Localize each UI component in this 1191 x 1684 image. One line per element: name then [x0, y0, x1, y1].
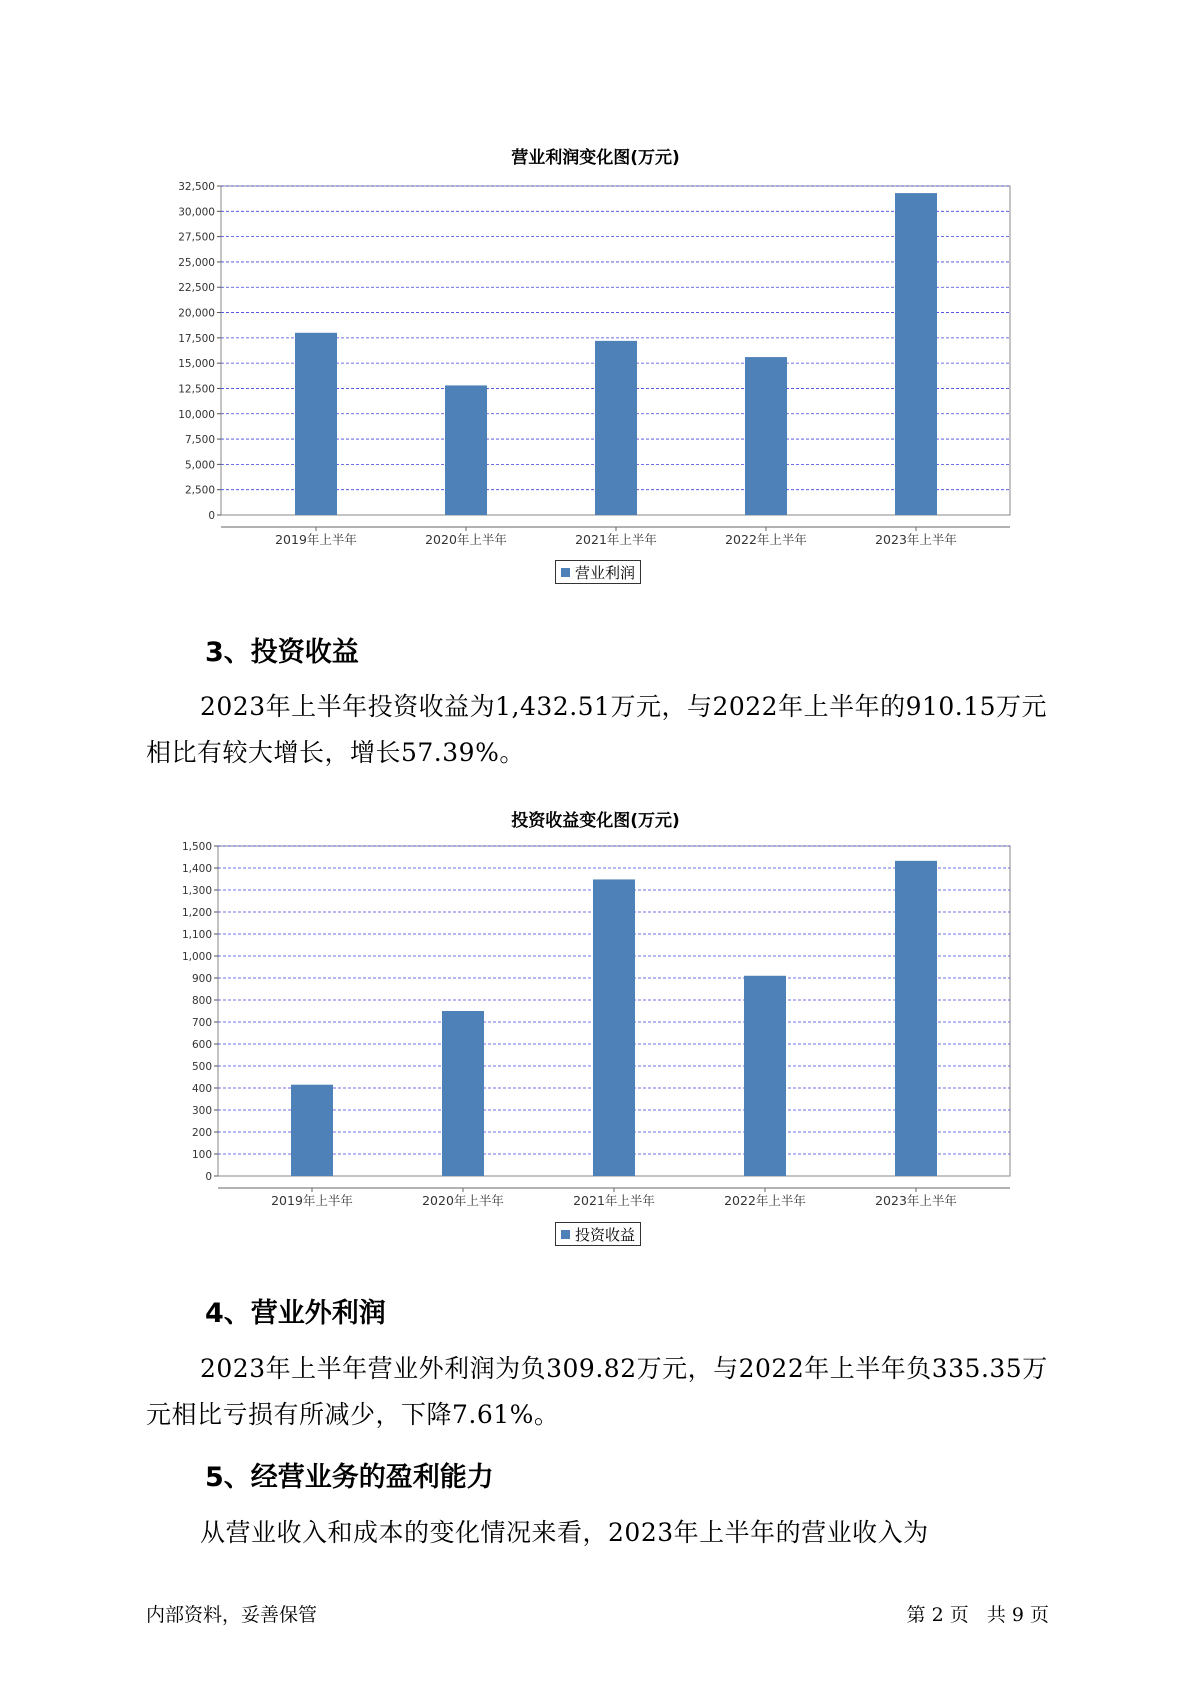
x-tick-label: 2019年上半年 [275, 532, 357, 547]
legend-label: 营业利润 [575, 563, 636, 582]
y-tick-label: 30,000 [178, 206, 215, 219]
y-tick-label: 900 [191, 973, 212, 985]
paragraph-profitability: 从营业收入和成本的变化情况来看，2023年上半年的营业收入为 [200, 1518, 929, 1547]
y-tick-label: 100 [191, 1149, 212, 1161]
x-tick-label: 2023年上半年 [875, 1193, 957, 1208]
x-tick-label: 2021年上半年 [573, 1193, 655, 1208]
y-tick-label: 800 [191, 995, 212, 1007]
y-tick-label: 1,500 [181, 841, 212, 853]
y-tick-label: 12,500 [178, 383, 215, 396]
y-tick-label: 15,000 [178, 358, 215, 371]
y-tick-label: 2,500 [184, 484, 215, 497]
legend-swatch [561, 1230, 570, 1239]
section-heading-non-operating-profit: 4、营业外利润 [205, 1298, 386, 1329]
chart-title-investment-income: 投资收益变化图(万元) [511, 811, 680, 831]
x-tick-label: 2023年上半年 [875, 532, 957, 547]
y-tick-label: 32,500 [178, 181, 215, 193]
y-tick-label: 300 [191, 1105, 212, 1117]
y-tick-label: 5,000 [184, 459, 215, 472]
y-tick-label: 25,000 [178, 256, 215, 269]
footer-page-number: 第 2 页 共 9 页 [906, 1604, 1049, 1626]
bar [895, 861, 937, 1176]
footer-confidential-note: 内部资料，妥善保管 [146, 1604, 318, 1626]
x-tick-label: 2022年上半年 [725, 532, 807, 547]
x-tick-label: 2021年上半年 [575, 532, 657, 547]
x-tick-label: 2019年上半年 [271, 1193, 353, 1208]
y-tick-label: 22,500 [178, 282, 215, 295]
bar [744, 976, 786, 1176]
x-tick-label: 2020年上半年 [425, 532, 507, 547]
y-tick-label: 7,500 [184, 434, 215, 447]
y-tick-label: 700 [191, 1017, 212, 1029]
paragraph-non-operating-profit: 2023年上半年营业外利润为负309.82万元，与2022年上半年负335.35万元相比亏损有所减少，下降7.61%。 [146, 1354, 1048, 1429]
y-tick-label: 27,500 [178, 231, 215, 244]
y-tick-label: 1,400 [181, 863, 212, 875]
y-tick-label: 500 [191, 1061, 212, 1073]
legend-label: 投资收益 [575, 1225, 636, 1244]
y-tick-label: 1,100 [181, 929, 212, 941]
legend-investment-income [555, 1222, 641, 1246]
bar [291, 1085, 333, 1176]
y-tick-label: 600 [191, 1039, 212, 1051]
section-heading-profitability: 5、经营业务的盈利能力 [205, 1462, 494, 1493]
x-tick-label: 2022年上半年 [724, 1193, 806, 1208]
bar [593, 879, 635, 1176]
y-tick-label: 0 [208, 510, 215, 522]
y-tick-label: 1,300 [181, 885, 212, 897]
x-tick-label: 2020年上半年 [422, 1193, 504, 1208]
bar [442, 1011, 484, 1176]
paragraph-investment-income: 2023年上半年投资收益为1,432.51万元，与2022年上半年的910.15万元相比有较大增长，增长57.39%。 [146, 692, 1048, 767]
chart-title-operating-profit: 营业利润变化图(万元) [511, 148, 680, 168]
y-tick-label: 17,500 [178, 332, 215, 345]
y-tick-label: 200 [191, 1127, 212, 1139]
section-heading-investment-income: 3、投资收益 [205, 637, 359, 668]
y-tick-label: 1,000 [181, 951, 212, 963]
y-tick-label: 20,000 [178, 307, 215, 320]
y-tick-label: 400 [191, 1083, 212, 1095]
y-tick-label: 1,200 [181, 907, 212, 919]
y-tick-label: 10,000 [178, 408, 215, 421]
y-tick-label: 0 [205, 1171, 212, 1183]
